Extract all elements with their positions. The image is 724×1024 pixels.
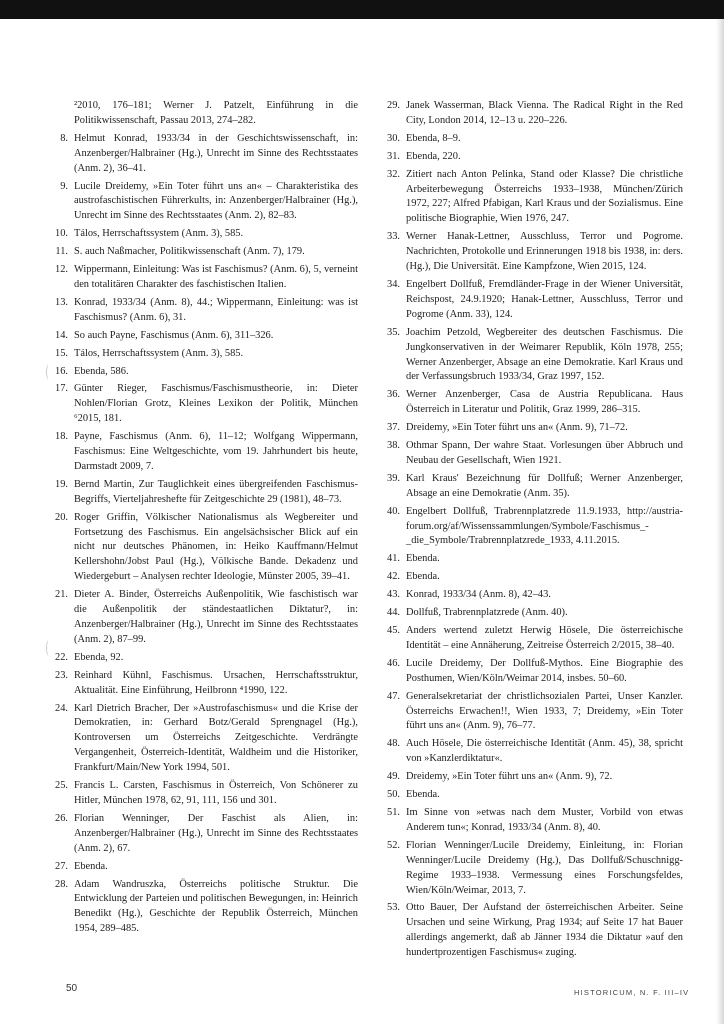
footnote-number: 45. [387, 625, 400, 636]
footnote-text: Wippermann, Einleitung: Was ist Faschismus? (Anm. 6), 5, verneint den totalitären Charakter des faschistischen Italien. [74, 264, 358, 290]
footnote-text: Dieter A. Binder, Österreichs Außenpolitik, Wie faschistisch war die Außenpolitik der ständestaatlichen Diktatur?, in: Anzenberger/Halbrainer (Hg.), Unrecht im Sinne des Rechtsstaates (Anm. 2), 87–99. [74, 589, 358, 645]
footnote-text: Joachim Petzold, Wegbereiter des deutschen Faschismus. Die Jungkonservativen in der Weimarer Republik, Köln 1978, 255; Werner Anzenberger, Absage an eine Demokratie. Karl Kraus und der Verfassungsbruch 1933/34, Graz 1997, 152. [406, 326, 683, 383]
footnote-number: 38. [387, 440, 400, 452]
footnote [40, 99, 358, 129]
footnote [40, 296, 358, 326]
footnote [380, 770, 683, 785]
footnote [380, 230, 683, 275]
footnote-number: 13. [55, 296, 68, 308]
top-scan-border [0, 0, 724, 19]
footnote [380, 570, 683, 585]
footnote-number: 40. [387, 505, 400, 517]
footnote-text: Dreidemy, »Ein Toter führt uns an« (Anm. 9), 71–72. [406, 422, 628, 434]
footnote-text: Otto Bauer, Der Aufstand der österreichischen Arbeiter. Seine Ursachen und seine Wirkung, Prag 1934; auf Seite 17 hat Bauer allerdings angemerkt, daß ab Jänner 1934 die Diktatur »auf den hundertprozentigen Faschismus« zuging. [406, 902, 683, 959]
footnote-text: Payne, Faschismus (Anm. 6), 11–12; Wolfgang Wippermann, Faschismus: Eine Weltgeschichte, vom 19. Jahrhundert bis heute, Darmstadt 2009, 7. [74, 431, 358, 472]
footnote-number: 25. [55, 780, 68, 792]
footnote-number: 11. [55, 246, 68, 258]
footnote-number: 29. [387, 100, 400, 111]
footnote [380, 388, 683, 418]
footnote-number: 44. [387, 607, 400, 619]
footnote [40, 478, 358, 508]
footnote-number: 15. [55, 347, 68, 359]
footnote-number: 49. [387, 771, 400, 783]
footnote [40, 651, 358, 666]
footnote-number: 14. [55, 329, 68, 341]
footnote-text: Florian Wenninger/Lucile Dreidemy, Einleitung, in: Florian Wenninger/Lucile Dreidemy (Hg.), Das Dollfuß/Schuschnigg-Regime 1933–1938. Vermessung eines Forschungsfeldes, Wien/Köln/Weimar, 2013, 7. [406, 839, 683, 896]
footnote-number: 41. [387, 553, 400, 565]
footnote-number: 19. [55, 478, 68, 490]
footnote [380, 326, 683, 386]
footnote-text: S. auch Naßmacher, Politikwissenschaft (Anm. 7), 179. [74, 246, 305, 258]
footnote [40, 329, 358, 344]
footnote [40, 382, 358, 427]
footnote-number: 30. [387, 132, 400, 144]
footnote-text: Karl Kraus' Bezeichnung für Dollfuß; Werner Anzenberger, Absage an eine Demokratie (Anm. 35). [406, 472, 683, 499]
footnote [380, 690, 683, 735]
footnote-text: ²2010, 176–181; Werner J. Patzelt, Einführung in die Politikwissenschaft, Passau 2013, 274–282. [74, 100, 358, 126]
footnote [380, 901, 683, 961]
footnote [380, 624, 683, 654]
footnote-number: 32. [387, 168, 400, 180]
footnote [40, 669, 358, 699]
footnote-text: Lucile Dreidemy, Der Dollfuß-Mythos. Eine Biographie des Posthumen, Wien/Köln/Weimar 2014, insbes. 50–60. [406, 657, 683, 684]
footnote-text: Ebenda, 8–9. [406, 132, 461, 144]
footnote [380, 168, 683, 228]
footnote-number: 31. [387, 150, 400, 162]
footnote-number: 21. [55, 589, 68, 601]
footnote [380, 132, 683, 147]
footnote [380, 606, 683, 621]
page-edge-shadow [716, 19, 724, 1024]
footnote-number: 28. [55, 878, 68, 890]
footnote-number: 33. [387, 231, 400, 243]
footnote [40, 702, 358, 777]
footnote-text: Reinhard Kühnl, Faschismus. Ursachen, Herrschaftsstruktur, Aktualität. Eine Einführung, Heilbronn ⁴1990, 122. [74, 669, 358, 696]
footnote [40, 347, 358, 362]
footnotes-right-column [380, 99, 683, 964]
footnote-text: Adam Wandruszka, Österreichs politische Struktur. Die Entwicklung der Parteien und politischen Bewegungen, in: Heinrich Benedikt (Hg.), Geschichte der Republik Österreich, München 1954, 289–485. [74, 878, 358, 935]
footnote [40, 588, 358, 648]
footnote [380, 788, 683, 803]
footnote-number: 51. [387, 806, 400, 818]
footnote [40, 812, 358, 857]
footnote-text: Ebenda, 220. [406, 150, 461, 162]
footnote-number: 42. [387, 571, 400, 583]
footnote-text: Lucile Dreidemy, »Ein Toter führt uns an« – Charakteristika des austrofaschistischen Führerkults, in: Anzenberger/Halbrainer (Hg.), Unrecht im Sinne des Rechtsstaates (Anm. 2), 82–83. [74, 180, 358, 222]
footnote-number: 24. [55, 702, 68, 714]
footnote-number: 50. [387, 789, 400, 801]
footnote-text: Ebenda. [74, 860, 108, 872]
running-footer: HISTORICUM, N. F. III–IV [574, 988, 690, 997]
footnote-number: 26. [55, 812, 68, 824]
footnote [40, 180, 358, 225]
footnote-number: 34. [387, 278, 400, 290]
footnote-number: 8. [60, 132, 68, 144]
footnote-text: Ebenda. [406, 789, 440, 801]
footnote-number: 53. [387, 902, 400, 914]
footnote [380, 737, 683, 767]
footnote-text: Anders wertend zuletzt Herwig Hösele, Die österreichische Identität – eine Annäherung, Zeitreise Österreich 2/2015, 38–40. [406, 625, 683, 651]
footnote-text: Francis L. Carsten, Faschismus in Österreich, Von Schönerer zu Hitler, München 1978, 62, 91, 111, 156 und 301. [74, 780, 358, 806]
footnote-number: 35. [387, 326, 400, 338]
footnote-text: So auch Payne, Faschismus (Anm. 6), 311–326. [74, 329, 274, 341]
footnote [40, 430, 358, 475]
footnote [380, 806, 683, 836]
footnote [40, 878, 358, 938]
footnote [380, 588, 683, 603]
footnote-text: Tálos, Herrschaftssystem (Anm. 3), 585. [74, 228, 244, 240]
footnote-text: Karl Dietrich Bracher, Der »Austrofaschismus« und die Krise der Demokratien, in: Gerhard Botz/Gerald Sprengnagel (Hg.), Kontroversen um Österreichs Zeitgeschichte. Verdrängte Vergangenheit, Österreich-Identität, Waldheim und die Historiker, Frankfurt/Main/New York 1994, 501. [74, 702, 358, 774]
footnote [380, 552, 683, 567]
footnote [40, 245, 358, 260]
footnote-text: Günter Rieger, Faschismus/Faschismustheorie, in: Dieter Nohlen/Florian Grotz, Kleines Lexikon der Politik, München ⁶2015, 181. [74, 383, 358, 425]
footnote [380, 839, 683, 899]
footnote-number: 23. [55, 669, 68, 681]
footnote-text: Zitiert nach Anton Pelinka, Stand oder Klasse? Die christliche Arbeiterbewegung Österreichs 1933–1938, München/Zürich 1972, 227; Alfred Pfabigan, Karl Kraus und der Sozialismus. Eine politische Biographie, Wien 1976, 247. [406, 168, 683, 225]
footnote-text: Ebenda. [406, 571, 440, 583]
footnote-text: Helmut Konrad, 1933/34 in der Geschichtswissenschaft, in: Anzenberger/Halbrainer (Hg.), Unrecht im Sinne des Rechtsstaates (Anm. 2), 36–41. [74, 132, 358, 174]
footnote-number: 48. [387, 738, 400, 750]
footnote-text: Othmar Spann, Der wahre Staat. Vorlesungen über Abbruch und Neubau der Gesellschaft, Wien 1921. [406, 440, 683, 466]
footnote-number: 37. [387, 422, 400, 434]
footnote-number: 47. [387, 690, 400, 702]
footnote-text: Florian Wenninger, Der Faschist als Alien, in: Anzenberger/Halbrainer (Hg.), Unrecht im Sinne des Rechtsstaates (Anm. 2), 67. [74, 812, 358, 854]
footnote [380, 657, 683, 687]
footnote [40, 365, 358, 380]
footnote-text: Generalsekretariat der christlichsozialen Partei, Unser Kanzler. Österreichs Erwachen!!, Wien 1933, 7; Dreidemy, »Ein Toter führt uns an« (Anm. 9), 76–77. [406, 690, 683, 732]
footnote [380, 421, 683, 436]
footnotes-left-column [40, 99, 358, 940]
footnote-number: 18. [55, 431, 68, 443]
footnote-text: Ebenda, 92. [74, 651, 124, 663]
page-number: 50 [66, 983, 78, 994]
footnote-number: 39. [387, 472, 400, 484]
footnote-text: Engelbert Dollfuß, Fremdländer-Frage in der Wiener Universität, Reichspost, 24.9.1920; Hanak-Lettner, Ausschluss, Terror und Pogrome (Anm. 33), 124. [406, 278, 683, 320]
footnote-text: Konrad, 1933/34 (Anm. 8), 44.; Wippermann, Einleitung: was ist Faschismus? (Anm. 6), 31. [74, 296, 358, 323]
footnote [380, 439, 683, 469]
footnote-text: Ebenda. [406, 553, 440, 565]
footnote-number: 43. [387, 589, 400, 601]
footnote-text: Werner Hanak-Lettner, Ausschluss, Terror und Pogrome. Nachrichten, Protokolle und Erinnerungen 1918 bis 1938, in: ders. (Hg.), Die Universität. Eine Kampfzone, Wien 2015, 124. [406, 231, 683, 273]
footnote-number: 27. [55, 860, 68, 872]
footnote-number: 46. [387, 657, 400, 669]
footnote-text: Tálos, Herrschaftssystem (Anm. 3), 585. [74, 347, 244, 359]
footnote [40, 779, 358, 809]
footnote-text: Janek Wasserman, Black Vienna. The Radical Right in the Red City, London 2014, 12–13 u. 220–226. [406, 100, 683, 126]
footnote [380, 278, 683, 323]
footnote-text: Im Sinne von »etwas nach dem Muster, Vorbild von etwas Anderem tun«; Konrad, 1933/34 (Anm. 8), 40. [406, 806, 683, 833]
footnote-number: 12. [55, 264, 68, 276]
footnote-text: Ebenda, 586. [74, 365, 129, 377]
footnote-text: Auch Hösele, Die österreichische Identität (Anm. 45), 38, spricht von »Kanzlerdiktatur«. [406, 738, 683, 765]
footnote-number: 10. [55, 228, 68, 240]
footnote-text: Konrad, 1933/34 (Anm. 8), 42–43. [406, 589, 551, 601]
footnote-text: Werner Anzenberger, Casa de Austria Republicana. Haus Österreich in Literatur und Politik, Graz 1999, 286–315. [406, 389, 683, 416]
footnote-text: Engelbert Dollfuß, Trabrennplatzrede 11.9.1933, http://austria-forum.org/af/Wissenssammlungen/Symbole/Faschismus_-_die_Symbole/Trabrennplatzrede_1933, 4.11.2015. [406, 505, 683, 547]
footnote [40, 263, 358, 293]
footnote-number: 36. [387, 389, 400, 401]
footnote-text: Roger Griffin, Völkischer Nationalismus als Wegbereiter und Fortsetzung des Faschismus. Ein angelsächsischer Blick auf ein nicht nur deutsches Phänomen, in: Heiko Kauffmann/Helmut Kellershohn/Jobst Paul (Hg.), Völkische Bande. Dekadenz und Wiedergeburt – Analysen rechter Ideologie, Münster 2005, 39–41. [74, 511, 358, 583]
footnote [380, 150, 683, 165]
footnote-number: 9. [60, 180, 68, 192]
footnote-number: 52. [387, 839, 400, 851]
footnote-number: 22. [55, 651, 68, 663]
footnote-text: Dollfuß, Trabrennplatzrede (Anm. 40). [406, 607, 568, 619]
footnote-number: 16. [55, 365, 68, 377]
footnote [40, 860, 358, 875]
footnote [380, 505, 683, 550]
footnote-number: 17. [55, 383, 68, 395]
footnote [380, 472, 683, 502]
footnote [40, 511, 358, 586]
footnote-number: 20. [55, 511, 68, 523]
footnote [40, 132, 358, 177]
footnote-text: Dreidemy, »Ein Toter führt uns an« (Anm. 9), 72. [406, 771, 613, 783]
footnote [40, 227, 358, 242]
footnote-text: Bernd Martin, Zur Tauglichkeit eines übergreifenden Faschismus-Begriffs, Vierteljahreshefte für Zeitgeschichte 29 (1981), 48–73. [74, 478, 358, 505]
footnote [380, 99, 683, 129]
